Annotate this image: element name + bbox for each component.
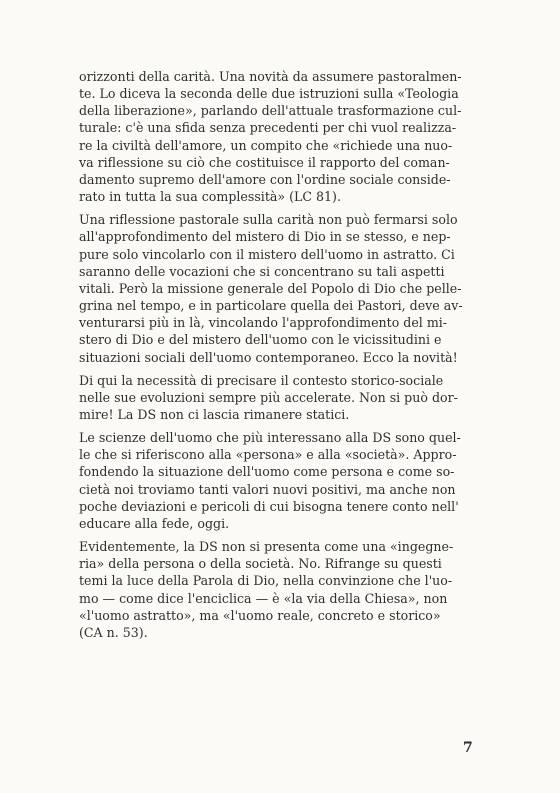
- paragraph-1: orizzonti della carità. Una novità da assumere pastoralmen- te. Lo diceva la seconda delle due istruzioni sulla «Teologia della liberazione», parlando dell'attuale trasformazione cul- turale: c'è una sfida senza precedenti per chi vuol realizza- re la civiltà dell'amore, un compito che «richiede una nuo- va riflessione su ciò che costituisce il rapporto del coman- damento supremo dell'amore con l'ordine sociale conside- rato in tutta la sua complessità» (LC 81).: [79, 69, 462, 205]
- paragraph-3: Di qui la necessità di precisare il contesto storico-sociale nelle sue evoluzioni sempre più accelerate. Non si può dor- mire! La DS non ci lascia rimanere statici.: [79, 372, 458, 422]
- paragraph-5: Evidentemente, la DS non si presenta come una «ingegne- ria» della persona o della società. No. Rifrange su questi temi la luce della Parola di Dio, nella convinzione che l'uo- mo — come dice l'enciclica — è «la via della Chiesa», non «l'uomo astratto», ma «l'uomo reale, concreto e storico» (CA n. 53).: [79, 539, 454, 640]
- body-text: [79, 68, 483, 647]
- page-number: 7: [463, 740, 473, 756]
- paragraph-2: Una riflessione pastorale sulla carità non può fermarsi solo all'approfondimento del mistero di Dio in se stesso, e nep- pure solo vincolarlo con il mistero dell'uomo in astratto. Ci saranno delle vocazioni che si concentrano su tali aspetti vitali. Però la missione generale del Popolo di Dio che pelle- grina nel tempo, e in particolare quella dei Pastori, deve av- venturarsi più in là, vincolando l'approfondimento del mi- stero di Dio e del mistero dell'uomo con le vicissitudini e situazioni sociali dell'uomo contemporaneo. Ecco la novità!: [79, 212, 463, 365]
- paragraph-4: Le scienze dell'uomo che più interessano alla DS sono quel- le che si riferiscono alla «persona» e alla «società». Appro- fondendo la situazione dell'uomo come persona e come so- cietà noi troviamo tanti valori nuovi positivi, ma anche non poche deviazioni e pericoli di cui bisogna tenere conto nell' educare alla fede, oggi.: [79, 430, 461, 531]
